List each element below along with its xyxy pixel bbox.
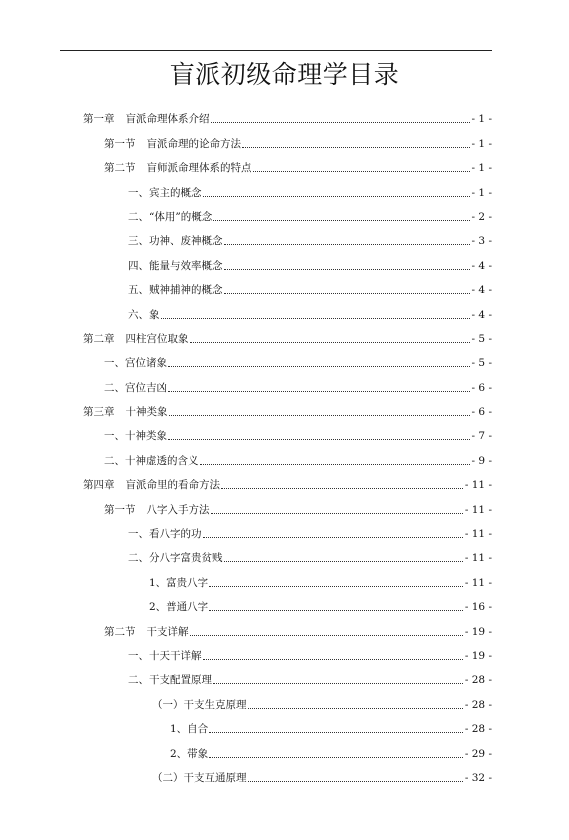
dot-leader — [190, 635, 463, 636]
toc-entry-label — [104, 625, 189, 639]
toc-entry-label — [104, 161, 252, 175]
toc-entry-label — [128, 527, 202, 541]
toc-page-number: - 1 - — [471, 137, 492, 150]
toc-page-number: - 32 - — [464, 771, 492, 784]
dot-leader — [203, 537, 463, 538]
toc-entry-label — [83, 405, 168, 419]
dot-leader — [200, 464, 470, 465]
toc-page-number: - 19 - — [464, 649, 492, 662]
dot-leader — [169, 415, 470, 416]
toc-entry-text: 1、富贵八字 — [149, 576, 209, 589]
toc-entry-text: （二）干支互通原理 — [152, 771, 247, 784]
toc-entry[interactable] — [0, 273, 569, 297]
toc-entry-text: 2、普通八字 — [149, 601, 209, 614]
toc-entry-text: 一、十天干详解 — [128, 649, 202, 662]
toc-entry-text: 四、能量与效率概念 — [128, 259, 223, 272]
toc-entry[interactable] — [0, 517, 569, 541]
toc-entry-text: 二、分八字富贵贫贱 — [128, 552, 223, 565]
toc-entry-text: 1、自合 — [170, 723, 209, 736]
dot-leader — [168, 366, 470, 367]
toc-entry-text: 二、“体用”的概念 — [128, 210, 213, 223]
toc-entry[interactable] — [0, 712, 569, 736]
dot-leader — [242, 147, 470, 148]
toc-page-number: - 28 - — [464, 698, 492, 711]
toc-entry[interactable] — [0, 541, 569, 565]
toc-entry-text: 四柱宫位取象 — [125, 332, 189, 345]
toc-entry[interactable] — [0, 175, 569, 199]
toc-entry-label — [104, 503, 210, 517]
dot-leader — [211, 513, 463, 514]
toc-entry-label — [128, 649, 202, 663]
dot-leader — [224, 269, 470, 270]
toc-entry-label — [170, 747, 208, 761]
toc-entry[interactable] — [0, 200, 569, 224]
dot-leader — [209, 757, 463, 758]
toc-entry[interactable] — [0, 687, 569, 711]
dot-leader — [248, 708, 463, 709]
toc-entry[interactable] — [0, 663, 569, 687]
toc-entry-label — [149, 600, 208, 614]
toc-entry-text: 盲派命理体系介绍 — [125, 113, 210, 126]
dot-leader — [161, 318, 470, 319]
toc-entry-number: 第一节 — [104, 137, 136, 150]
toc-entry-label — [104, 356, 167, 370]
toc-entry-number: 第二节 — [104, 625, 136, 638]
toc-entry[interactable] — [0, 443, 569, 467]
toc-page-number: - 9 - — [471, 454, 492, 467]
toc-entry-number: 第四章 — [83, 479, 115, 492]
toc-entry-text: 二、宫位吉凶 — [104, 381, 167, 394]
toc-entry[interactable] — [0, 468, 569, 492]
toc-entry-label — [104, 381, 167, 395]
toc-page-number: - 16 - — [464, 601, 492, 614]
toc-entry[interactable] — [0, 639, 569, 663]
toc-page-number: - 11 - — [464, 479, 492, 492]
toc-entry[interactable] — [0, 395, 569, 419]
toc-entry-text: 盲派命里的看命方法 — [125, 479, 220, 492]
toc-entry-label — [83, 112, 210, 126]
toc-page-number: - 11 - — [464, 576, 492, 589]
toc-entry-label — [83, 332, 189, 346]
toc-page-number: - 28 - — [464, 674, 492, 687]
toc-entry[interactable] — [0, 151, 569, 175]
table-of-contents — [0, 102, 569, 785]
toc-page-number: - 6 - — [471, 381, 492, 394]
toc-entry-label — [170, 722, 208, 736]
toc-page-number: - 11 - — [464, 528, 492, 541]
toc-entry-text: 六、象 — [128, 308, 160, 321]
toc-entry-text: 一、十神类象 — [104, 430, 167, 443]
toc-entry-text: 干支详解 — [146, 625, 189, 638]
toc-entry[interactable] — [0, 590, 569, 614]
dot-leader — [190, 342, 470, 343]
toc-entry-label — [104, 454, 199, 468]
toc-entry-text: （一）干支生克原理 — [152, 698, 247, 711]
toc-entry[interactable] — [0, 346, 569, 370]
toc-entry-label — [83, 478, 220, 492]
dot-leader — [203, 659, 463, 660]
toc-page-number: - 1 - — [471, 162, 492, 175]
toc-entry[interactable] — [0, 419, 569, 443]
toc-page-number: - 19 - — [464, 625, 492, 638]
toc-entry-label — [104, 137, 241, 151]
toc-entry[interactable] — [0, 102, 569, 126]
toc-entry-label — [128, 551, 223, 565]
toc-entry[interactable] — [0, 736, 569, 760]
toc-page-number: - 6 - — [471, 406, 492, 419]
toc-entry-text: 三、功神、废神概念 — [128, 235, 223, 248]
toc-entry-label — [152, 698, 247, 712]
dot-leader — [224, 244, 470, 245]
dot-leader — [209, 610, 463, 611]
toc-entry[interactable] — [0, 126, 569, 150]
toc-page-number: - 2 - — [471, 210, 492, 223]
toc-entry[interactable] — [0, 248, 569, 272]
toc-entry-text: 十神类象 — [125, 406, 168, 419]
toc-entry-text: 八字入手方法 — [146, 503, 210, 516]
dot-leader — [213, 220, 469, 221]
toc-entry-text: 盲师派命理体系的特点 — [146, 162, 252, 175]
dot-leader — [253, 171, 470, 172]
toc-entry-label — [152, 771, 247, 785]
dot-leader — [224, 293, 470, 294]
toc-page-number: - 7 - — [471, 430, 492, 443]
dot-leader — [203, 196, 470, 197]
toc-entry-text: 二、干支配置原理 — [128, 674, 212, 687]
toc-entry[interactable] — [0, 614, 569, 638]
toc-page-number: - 3 - — [471, 235, 492, 248]
document-title: 盲派初级命理学目录 — [169, 60, 400, 89]
dot-leader — [168, 439, 470, 440]
dot-leader — [211, 122, 470, 123]
toc-page-number: - 1 - — [471, 186, 492, 199]
toc-entry-label — [104, 429, 167, 443]
toc-entry-number: 第一节 — [104, 503, 136, 516]
dot-leader — [209, 586, 463, 587]
toc-entry-text: 五、贼神捕神的概念 — [128, 284, 223, 297]
toc-entry-label — [128, 259, 223, 273]
toc-entry-text: 一、看八字的功 — [128, 528, 202, 541]
dot-leader — [248, 781, 463, 782]
header-rule — [60, 50, 492, 51]
toc-page-number: - 11 - — [464, 552, 492, 565]
toc-page-number: - 28 - — [464, 723, 492, 736]
toc-page-number: - 5 - — [471, 332, 492, 345]
toc-entry-label — [128, 283, 223, 297]
toc-entry[interactable] — [0, 297, 569, 321]
toc-entry-label — [128, 308, 160, 322]
toc-entry-label — [128, 186, 202, 200]
toc-entry[interactable] — [0, 370, 569, 394]
toc-entry-text: 一、宾主的概念 — [128, 186, 202, 199]
dot-leader — [213, 683, 463, 684]
toc-entry-text: 二、十神虚透的含义 — [104, 454, 199, 467]
toc-entry[interactable] — [0, 322, 569, 346]
toc-entry[interactable] — [0, 492, 569, 516]
dot-leader — [224, 561, 463, 562]
toc-page-number: - 4 - — [471, 308, 492, 321]
toc-entry-text: 一、宫位诸象 — [104, 357, 167, 370]
toc-page-number: - 5 - — [471, 357, 492, 370]
dot-leader — [221, 488, 463, 489]
toc-entry-text: 2、带象 — [170, 747, 209, 760]
toc-entry-label — [128, 673, 212, 687]
toc-entry[interactable] — [0, 761, 569, 785]
toc-page-number: - 29 - — [464, 747, 492, 760]
dot-leader — [168, 391, 470, 392]
toc-entry-number: 第三章 — [83, 406, 115, 419]
toc-entry-label — [149, 576, 208, 590]
toc-page-number: - 4 - — [471, 259, 492, 272]
toc-entry-label — [128, 234, 223, 248]
toc-entry-number: 第二节 — [104, 162, 136, 175]
toc-entry-number: 第二章 — [83, 332, 115, 345]
toc-page-number: - 4 - — [471, 284, 492, 297]
toc-entry-number: 第一章 — [83, 113, 115, 126]
toc-page-number: - 1 - — [471, 113, 492, 126]
dot-leader — [209, 732, 463, 733]
toc-entry-label — [128, 210, 212, 224]
toc-entry-text: 盲派命理的论命方法 — [146, 137, 241, 150]
toc-entry[interactable] — [0, 565, 569, 589]
toc-page-number: - 11 - — [464, 503, 492, 516]
toc-entry[interactable] — [0, 224, 569, 248]
